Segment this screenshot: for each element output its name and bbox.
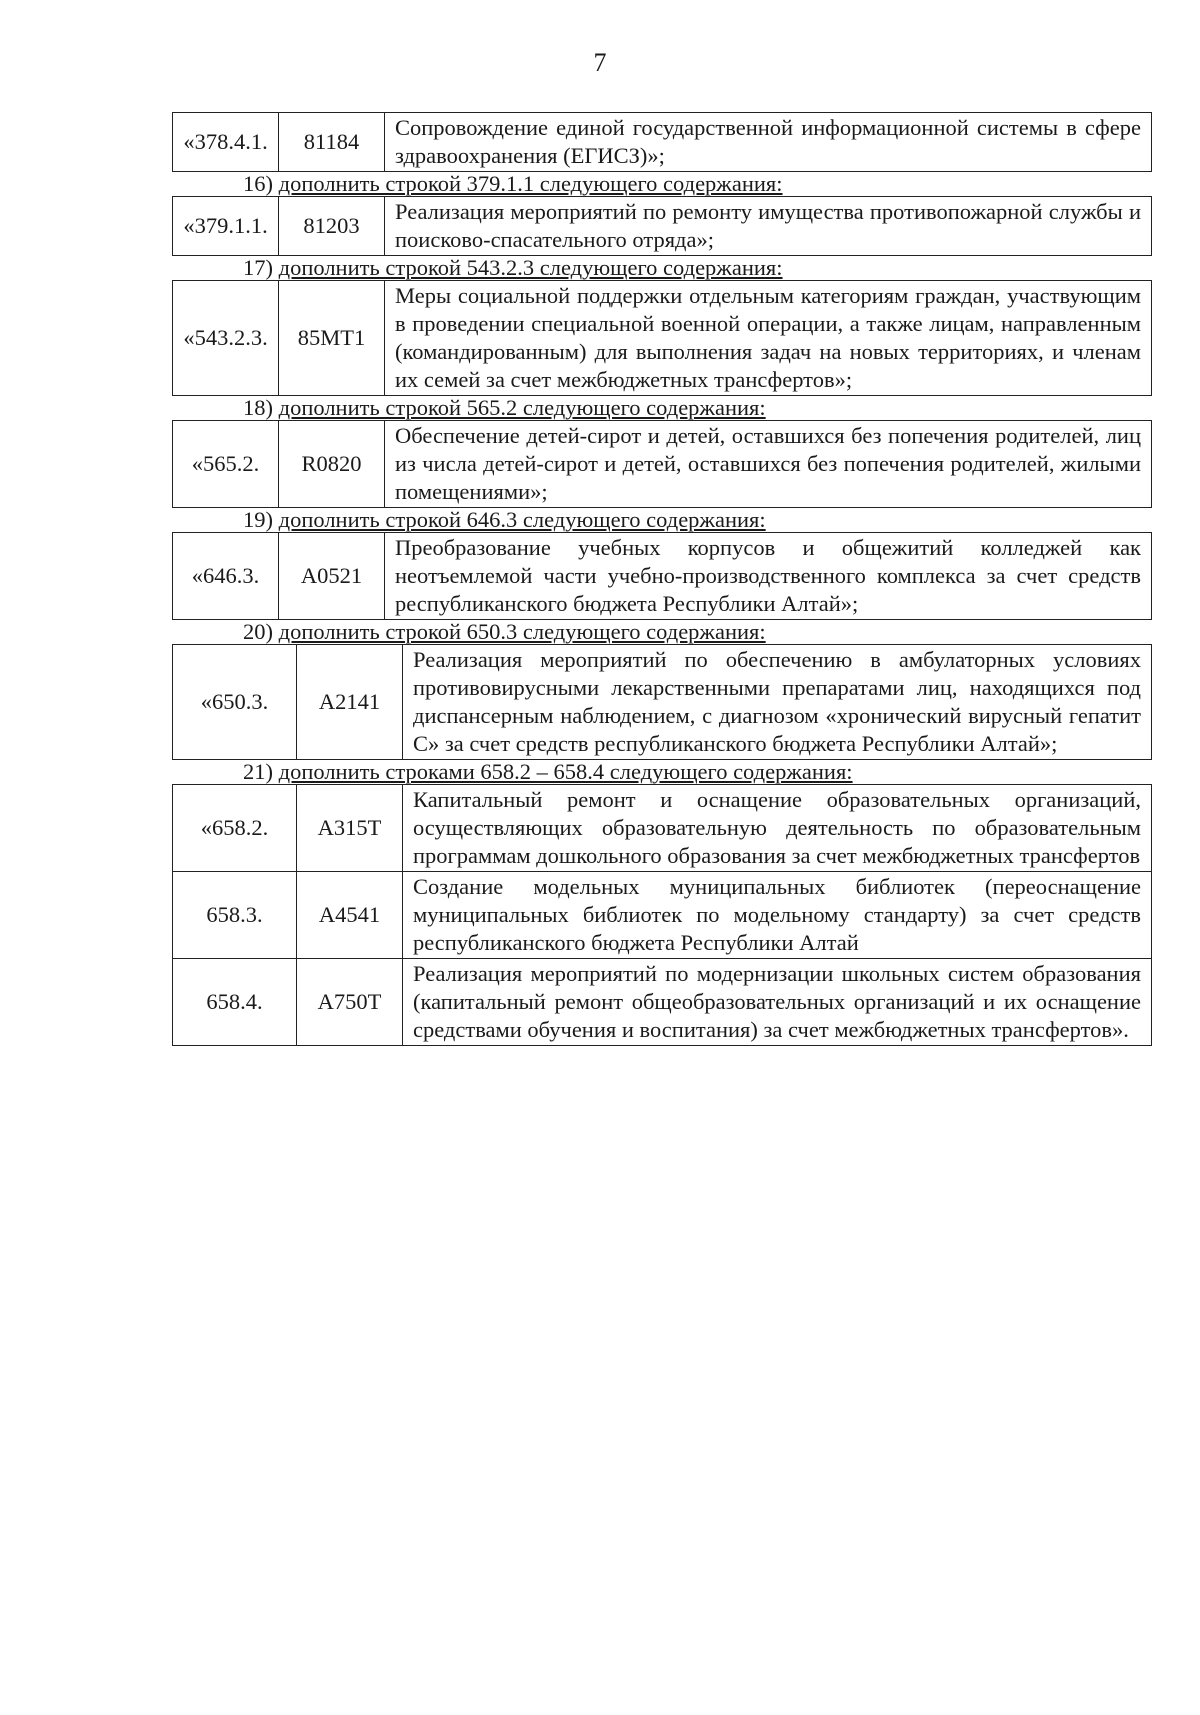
description-cell: Реализация мероприятий по ремонту имущества противопожарной службы и поисково-спасательного отряда»; [385, 197, 1152, 256]
budget-code-cell: А4541 [297, 872, 403, 959]
description-cell: Создание модельных муниципальных библиотек (переоснащение муниципальных библиотек по модельному стандарту) за счет средств республиканского бюджета Республики Алтай [403, 872, 1152, 959]
amendment-instruction [172, 395, 1152, 421]
description-cell: Реализация мероприятий по обеспечению в амбулаторных условиях противовирусными лекарственными препаратами лиц, находящихся под диспансерным наблюдением, с диагнозом «хронический вирусный гепатит С» за счет средств республиканского бюджета Республики Алтай»; [403, 645, 1152, 760]
budget-code-cell: 81203 [279, 197, 385, 256]
budget-code-cell: R0820 [279, 421, 385, 508]
budget-code-cell: А750Т [297, 959, 403, 1046]
amendment-table [172, 532, 1152, 620]
amendment-instruction [172, 255, 1152, 281]
amendment-instruction [172, 759, 1152, 785]
row-number-cell: 658.4. [173, 959, 297, 1046]
budget-code-cell: 85МТ1 [279, 281, 385, 396]
instruction-number: 21) [243, 759, 273, 784]
page-number: 7 [593, 48, 607, 77]
amendment-table [172, 112, 1152, 172]
amendment-instruction [172, 171, 1152, 197]
table-row [173, 281, 1152, 396]
instruction-text: дополнить строкой 565.2 следующего содержания: [278, 395, 766, 420]
description-cell: Сопровождение единой государственной информационной системы в сфере здравоохранения (ЕГИСЗ)»; [385, 113, 1152, 172]
amendment-table [172, 644, 1152, 760]
table-row [173, 113, 1152, 172]
instruction-number: 20) [243, 619, 273, 644]
instruction-text: дополнить строкой 379.1.1 следующего содержания: [278, 171, 783, 196]
budget-code-cell: А2141 [297, 645, 403, 760]
table-row [173, 197, 1152, 256]
instruction-text: дополнить строкой 650.3 следующего содержания: [278, 619, 766, 644]
amendment-table [172, 784, 1152, 1046]
row-number-cell: «565.2. [173, 421, 279, 508]
amendment-instruction [172, 619, 1152, 645]
description-cell: Реализация мероприятий по модернизации школьных систем образования (капитальный ремонт общеобразовательных организаций и их оснащение средствами обучения и воспитания) за счет межбюджетных трансфертов». [403, 959, 1152, 1046]
row-number-cell: «650.3. [173, 645, 297, 760]
instruction-number: 18) [243, 395, 273, 420]
row-number-cell: «658.2. [173, 785, 297, 872]
description-cell: Капитальный ремонт и оснащение образовательных организаций, осуществляющих образовательную деятельность по образовательным программам дошкольного образования за счет межбюджетных трансфертов [403, 785, 1152, 872]
table-row [173, 645, 1152, 760]
amendments-list [172, 112, 1152, 1046]
instruction-text: дополнить строками 658.2 – 658.4 следующего содержания: [278, 759, 853, 784]
row-number-cell: «543.2.3. [173, 281, 279, 396]
description-cell: Обеспечение детей-сирот и детей, оставшихся без попечения родителей, лиц из числа детей-сирот и детей, оставшихся без попечения родителей, жилыми помещениями»; [385, 421, 1152, 508]
instruction-number: 17) [243, 255, 273, 280]
table-row [173, 533, 1152, 620]
amendment-table [172, 280, 1152, 396]
table-row [173, 785, 1152, 872]
row-number-cell: «646.3. [173, 533, 279, 620]
description-cell: Преобразование учебных корпусов и общежитий колледжей как неотъемлемой части учебно-производственного комплекса за счет средств республиканского бюджета Республики Алтай»; [385, 533, 1152, 620]
instruction-text: дополнить строкой 646.3 следующего содержания: [278, 507, 766, 532]
amendment-table [172, 420, 1152, 508]
row-number-cell: «378.4.1. [173, 113, 279, 172]
budget-code-cell: 81184 [279, 113, 385, 172]
table-row [173, 421, 1152, 508]
amendment-instruction [172, 507, 1152, 533]
row-number-cell: 658.3. [173, 872, 297, 959]
instruction-text: дополнить строкой 543.2.3 следующего содержания: [278, 255, 783, 280]
instruction-number: 19) [243, 507, 273, 532]
budget-code-cell: А315Т [297, 785, 403, 872]
table-row [173, 872, 1152, 959]
row-number-cell: «379.1.1. [173, 197, 279, 256]
amendment-table [172, 196, 1152, 256]
description-cell: Меры социальной поддержки отдельным категориям граждан, участвующим в проведении специальной военной операции, а также лицам, направленным (командированным) для выполнения задач на новых территориях, и членам их семей за счет межбюджетных трансфертов»; [385, 281, 1152, 396]
budget-code-cell: А0521 [279, 533, 385, 620]
table-row [173, 959, 1152, 1046]
instruction-number: 16) [243, 171, 273, 196]
